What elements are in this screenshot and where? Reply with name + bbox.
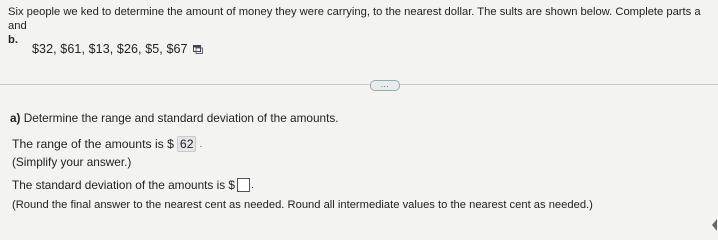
stddev-suffix: . xyxy=(250,179,254,191)
copy-data-icon[interactable] xyxy=(193,45,203,54)
part-a-heading xyxy=(10,111,339,125)
expand-more-button[interactable]: ... xyxy=(370,80,400,91)
question-text xyxy=(8,5,708,47)
collapse-arrow-icon[interactable] xyxy=(710,218,718,232)
simplify-note: (Simplify your answer.) xyxy=(12,155,132,169)
question-line-1: Six people we ked to determine the amount of money they were carrying, to the nearest dollar. The sults are shown below. Complete parts a and xyxy=(8,6,701,32)
data-values: $32, $61, $13, $26, $5, $67 xyxy=(32,42,188,56)
stddev-answer-line xyxy=(12,178,254,192)
data-values-row xyxy=(32,42,203,56)
round-note: (Round the final answer to the nearest cent as needed. Round all intermediate values to the nearest cent as needed.) xyxy=(12,199,593,211)
stddev-prefix: The standard deviation of the amounts is $ xyxy=(12,178,235,192)
range-suffix: . xyxy=(199,138,203,150)
range-answer-box[interactable]: 62 xyxy=(177,136,197,152)
range-answer-line xyxy=(12,136,202,152)
question-line-2: b. xyxy=(8,34,18,46)
stddev-input[interactable] xyxy=(237,178,250,192)
range-prefix: The range of the amounts is $ xyxy=(12,137,174,151)
section-divider xyxy=(0,84,718,85)
part-a-label: a) xyxy=(10,111,21,125)
part-a-text: Determine the range and standard deviation of the amounts. xyxy=(23,111,339,125)
